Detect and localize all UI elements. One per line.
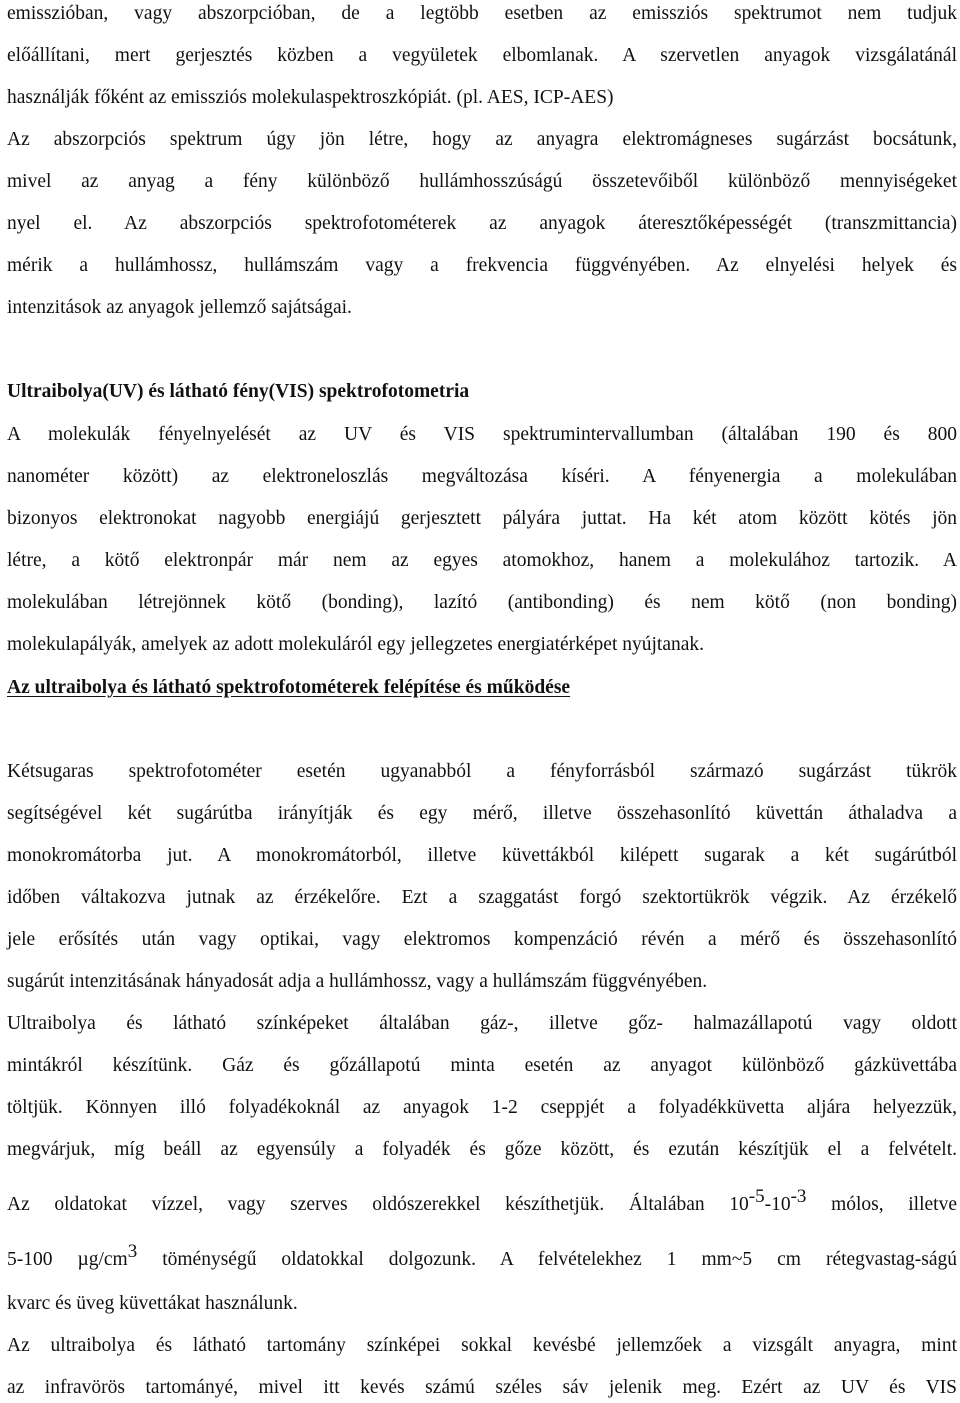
exponent: 3 bbox=[127, 1241, 138, 1262]
text-run: Az oldatokat vízzel, vagy szerves oldószerekkel készíthetjük. Általában 10 bbox=[7, 1194, 749, 1215]
text-line: segítségével két sugárútba irányítják és egy mérő, illetve összehasonlító küvettán áthaladva a bbox=[7, 803, 957, 824]
section-heading: Ultraibolya(UV) és látható fény(VIS) spektrofotometria bbox=[7, 381, 470, 402]
text-line: töltjük. Könnyen illó folyadékoknál az anyagok 1-2 cseppjét a folyadékküvetta aljára helyezzük, bbox=[7, 1097, 957, 1118]
text-line: molekulapályák, amelyek az adott molekuláról egy jellegzetes energiatérképet nyújtanak. bbox=[7, 634, 705, 655]
text-line-with-exponents bbox=[7, 1186, 957, 1219]
text-line: Az ultraibolya és látható tartomány színképei sokkal kevésbé jellemzőek a vizsgált anyagra, mint bbox=[7, 1335, 957, 1356]
text-line: bizonyos elektronokat nagyobb energiájú gerjesztett pályára juttat. Ha két atom között kötés jön bbox=[7, 508, 957, 529]
text-line: használják főként az emissziós molekulaspektroszkópiát. (pl. AES, ICP-AES) bbox=[7, 87, 614, 108]
text-line: sugárút intenzitásának hányadosát adja a hullámhossz, vagy a hullámszám függvényében. bbox=[7, 971, 708, 992]
text-line: nanométer között) az elektroneloszlás megváltozása kíséri. A fényenergia a molekulában bbox=[7, 466, 957, 487]
text-run: mólos, illetve bbox=[806, 1194, 957, 1215]
text-line: Ultraibolya és látható színképeket általában gáz-, illetve gőz- halmazállapotú vagy oldott bbox=[7, 1013, 957, 1034]
text-line: A molekulák fényelnyelését az UV és VIS spektrumintervallumban (általában 190 és 800 bbox=[7, 424, 957, 445]
text-line: monokromátorba jut. A monokromátorból, illetve küvettákból kilépett sugarak a két sugárútból bbox=[7, 845, 957, 866]
exponent: -3 bbox=[790, 1186, 807, 1207]
text-line: létre, a kötő elektronpár már nem az egyes atomokhoz, hanem a molekulához tartozik. A bbox=[7, 550, 957, 571]
text-line: az infravörös tartományé, mivel itt kevés számú széles sáv jelenik meg. Ezért az UV és VIS bbox=[7, 1377, 957, 1398]
text-line: mivel az anyag a fény különböző hullámhosszúságú összetevőiből különböző mennyiségeket bbox=[7, 171, 957, 192]
text-line: időben váltakozva jutnak az érzékelőre. Ezt a szaggatást forgó szektortükrök végzik. Az érzékelő bbox=[7, 887, 957, 908]
text-run: -10 bbox=[764, 1194, 791, 1215]
section-heading: Az ultraibolya és látható spektrofotométerek felépítése és működése bbox=[7, 677, 571, 698]
text-line: mérik a hullámhossz, hullámszám vagy a frekvencia függvényében. Az elnyelési helyek és bbox=[7, 255, 957, 276]
text-line: kvarc és üveg küvettákat használunk. bbox=[7, 1293, 298, 1314]
text-line: nyel el. Az abszorpciós spektrofotométerek az anyagok áteresztőképességét (transzmittancia) bbox=[7, 213, 957, 234]
text-line: intenzitások az anyagok jellemző sajátságai. bbox=[7, 297, 352, 318]
text-line: előállítani, mert gerjesztés közben a vegyületek elbomlanak. A szervetlen anyagok vizsgálatánál bbox=[7, 45, 957, 66]
text-line: Az abszorpciós spektrum úgy jön létre, hogy az anyagra elektromágneses sugárzást bocsátunk, bbox=[7, 129, 957, 150]
text-line: jele erősítés után vagy optikai, vagy elektromos kompenzáció révén a mérő és összehasonlító bbox=[7, 929, 957, 950]
exponent: -5 bbox=[748, 1186, 765, 1207]
text-run: 5-100 µg/cm bbox=[7, 1249, 128, 1270]
text-line-with-exponents bbox=[7, 1241, 957, 1274]
text-line: Kétsugaras spektrofotométer esetén ugyanabból a fényforrásból származó sugárzást tükrök bbox=[7, 761, 957, 782]
text-run: töménységű oldatokkal dolgozunk. A felvételekhez 1 mm~5 cm rétegvastag-ságú bbox=[137, 1249, 957, 1270]
text-line: mintákról készítünk. Gáz és gőzállapotú minta esetén az anyagot különböző gázküvettába bbox=[7, 1055, 957, 1076]
text-line: megvárjuk, míg beáll az egyensúly a folyadék és gőze között, és ezután készítjük el a felvételt. bbox=[7, 1139, 957, 1160]
text-line: emisszióban, vagy abszorpcióban, de a legtöbb esetben az emissziós spektrumot nem tudjuk bbox=[7, 3, 957, 24]
text-line: molekulában létrejönnek kötő (bonding), lazító (antibonding) és nem kötő (non bonding) bbox=[7, 592, 957, 613]
